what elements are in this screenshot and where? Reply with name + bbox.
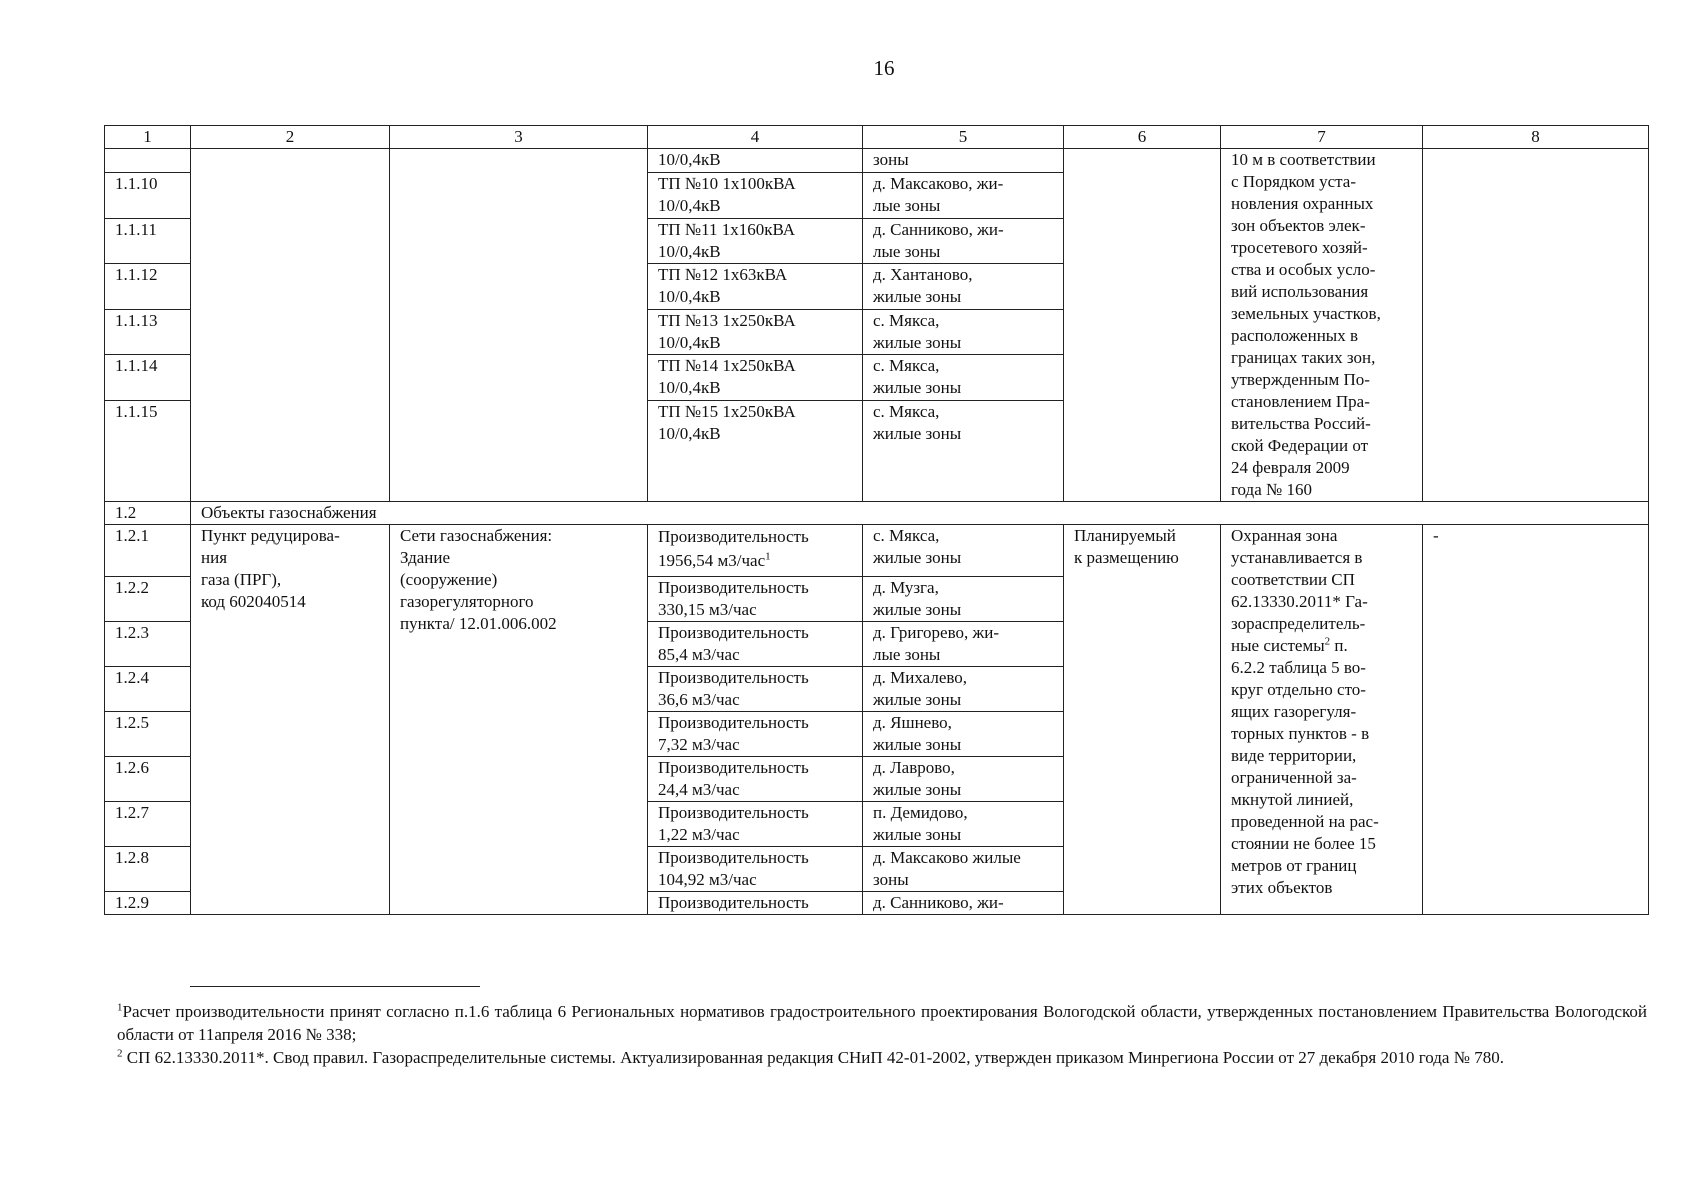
characteristic-cell: ТП №13 1х250кВА 10/0,4кВ bbox=[648, 309, 863, 355]
location-cell: д. Максаково, жи- лые зоны bbox=[863, 173, 1064, 219]
footnote-ref: 1 bbox=[765, 550, 771, 563]
location-cell: д. Хантаново, жилые зоны bbox=[863, 264, 1064, 310]
zone-description-cell: 10 м в соответствии с Порядком уста- новления охранных зон объектов элек- тросетевого хозяй- ства и особых усло- вий использования земельных участков, расположенных в границах таких зон, утвержденным По- становлением Пра- вительства Россий- ской Федерации от 24 февраля 2009 года № 160 bbox=[1221, 149, 1423, 502]
location-cell: д. Григорево, жи- лые зоны bbox=[863, 622, 1064, 667]
row-number-cell: 1.1.15 bbox=[105, 400, 191, 501]
location-cell: с. Мякса, жилые зоны bbox=[863, 525, 1064, 577]
object-type-cell: Сети газоснабжения: Здание (сооружение) газорегуляторного пункта/ 12.01.006.002 bbox=[390, 525, 648, 915]
section-row bbox=[105, 502, 1649, 525]
zone-description-text: п. 6.2.2 таблица 5 во- круг отдельно сто- ящих газорегуля- торных пунктов - в виде территории, ограниченной за- мкнутой линией, проведенной на рас- стоянии не более 15 метров от границ этих объектов bbox=[1231, 636, 1379, 897]
characteristic-text: Производительность 1956,54 м3/час bbox=[658, 527, 809, 570]
location-cell: с. Мякса, жилые зоны bbox=[863, 309, 1064, 355]
object-name-cell bbox=[191, 149, 390, 502]
footnote-1 bbox=[117, 1000, 1647, 1046]
characteristic-cell: ТП №11 1х160кВА 10/0,4кВ bbox=[648, 218, 863, 264]
row-number-cell: 1.2.7 bbox=[105, 802, 191, 847]
footnote-ref: 2 bbox=[1324, 635, 1331, 648]
characteristic-cell: Производительность 1,22 м3/час bbox=[648, 802, 863, 847]
footnote-text: Расчет производительности принят согласно п.1.6 таблица 6 Региональных нормативов градостроительного проектирования Вологодской области, утвержденных постановлением Правительства Вологодской области от 11апреля 2016 № 338; bbox=[117, 1002, 1647, 1044]
note-cell bbox=[1423, 149, 1649, 502]
characteristic-cell: Производительность 104,92 м3/час bbox=[648, 847, 863, 892]
column-header-2: 2 bbox=[191, 126, 390, 149]
row-number-cell: 1.2.9 bbox=[105, 892, 191, 915]
column-header-3: 3 bbox=[390, 126, 648, 149]
location-cell: зоны bbox=[863, 149, 1064, 173]
characteristic-cell: Производительность 85,4 м3/час bbox=[648, 622, 863, 667]
characteristic-cell: 10/0,4кВ bbox=[648, 149, 863, 173]
characteristic-cell: ТП №14 1х250кВА 10/0,4кВ bbox=[648, 355, 863, 401]
characteristic-cell: Производительность 36,6 м3/час bbox=[648, 667, 863, 712]
footnotes bbox=[117, 1000, 1647, 1069]
column-header-1: 1 bbox=[105, 126, 191, 149]
column-header-7: 7 bbox=[1221, 126, 1423, 149]
footnote-separator bbox=[190, 986, 480, 987]
object-name-cell: Пункт редуцирова- ния газа (ПРГ), код 602040514 bbox=[191, 525, 390, 915]
footnote-mark: 1 bbox=[117, 1001, 123, 1014]
location-cell: д. Лаврово, жилые зоны bbox=[863, 757, 1064, 802]
row-number-cell: 1.2.8 bbox=[105, 847, 191, 892]
object-type-cell bbox=[390, 149, 648, 502]
column-header-6: 6 bbox=[1064, 126, 1221, 149]
table-row bbox=[105, 149, 1649, 173]
row-number-cell: 1.2.5 bbox=[105, 712, 191, 757]
document-table bbox=[104, 125, 1649, 915]
location-cell: д. Михалево, жилые зоны bbox=[863, 667, 1064, 712]
row-number-cell: 1.1.11 bbox=[105, 218, 191, 264]
row-number-cell: 1.2.2 bbox=[105, 577, 191, 622]
location-cell: д. Яшнево, жилые зоны bbox=[863, 712, 1064, 757]
column-header-4: 4 bbox=[648, 126, 863, 149]
footnote-mark: 2 bbox=[117, 1047, 123, 1060]
zone-description-cell bbox=[1221, 525, 1423, 915]
characteristic-cell: Производительность 24,4 м3/час bbox=[648, 757, 863, 802]
row-number-cell: 1.2.3 bbox=[105, 622, 191, 667]
location-cell: с. Мякса, жилые зоны bbox=[863, 355, 1064, 401]
row-number-cell bbox=[105, 149, 191, 173]
status-cell bbox=[1064, 149, 1221, 502]
status-cell: Планируемый к размещению bbox=[1064, 525, 1221, 915]
location-cell: д. Санниково, жи- bbox=[863, 892, 1064, 915]
footnote-text: СП 62.13330.2011*. Свод правил. Газораспределительные системы. Актуализированная редакция СНиП 42-01-2002, утвержден приказом Минрегиона России от 27 декабря 2010 года № 780. bbox=[122, 1048, 1504, 1067]
table-row bbox=[105, 525, 1649, 577]
row-number-cell: 1.2.6 bbox=[105, 757, 191, 802]
characteristic-cell: Производительность 7,32 м3/час bbox=[648, 712, 863, 757]
note-cell: - bbox=[1423, 525, 1649, 915]
section-number-cell: 1.2 bbox=[105, 502, 191, 525]
row-number-cell: 1.1.10 bbox=[105, 173, 191, 219]
location-cell: д. Санниково, жи- лые зоны bbox=[863, 218, 1064, 264]
characteristic-cell: Производительность bbox=[648, 892, 863, 915]
characteristic-cell: ТП №12 1х63кВА 10/0,4кВ bbox=[648, 264, 863, 310]
column-header-5: 5 bbox=[863, 126, 1064, 149]
location-cell: д. Максаково жилые зоны bbox=[863, 847, 1064, 892]
row-number-cell: 1.2.1 bbox=[105, 525, 191, 577]
characteristic-cell bbox=[648, 525, 863, 577]
row-number-cell: 1.1.14 bbox=[105, 355, 191, 401]
location-cell: п. Демидово, жилые зоны bbox=[863, 802, 1064, 847]
location-cell: д. Музга, жилые зоны bbox=[863, 577, 1064, 622]
page-number: 16 bbox=[873, 56, 895, 80]
column-header-8: 8 bbox=[1423, 126, 1649, 149]
section-title-cell: Объекты газоснабжения bbox=[191, 502, 1649, 525]
row-number-cell: 1.2.4 bbox=[105, 667, 191, 712]
row-number-cell: 1.1.12 bbox=[105, 264, 191, 310]
header-row bbox=[105, 126, 1649, 149]
zone-description-text: Охранная зона устанавливается в соответствии СП 62.13330.2011* Га- зораспределитель- ные системы bbox=[1231, 526, 1368, 655]
row-number-cell: 1.1.13 bbox=[105, 309, 191, 355]
footnote-2 bbox=[117, 1046, 1647, 1069]
location-cell: с. Мякса, жилые зоны bbox=[863, 400, 1064, 501]
characteristic-cell: ТП №10 1х100кВА 10/0,4кВ bbox=[648, 173, 863, 219]
characteristic-cell: ТП №15 1х250кВА 10/0,4кВ bbox=[648, 400, 863, 501]
characteristic-cell: Производительность 330,15 м3/час bbox=[648, 577, 863, 622]
